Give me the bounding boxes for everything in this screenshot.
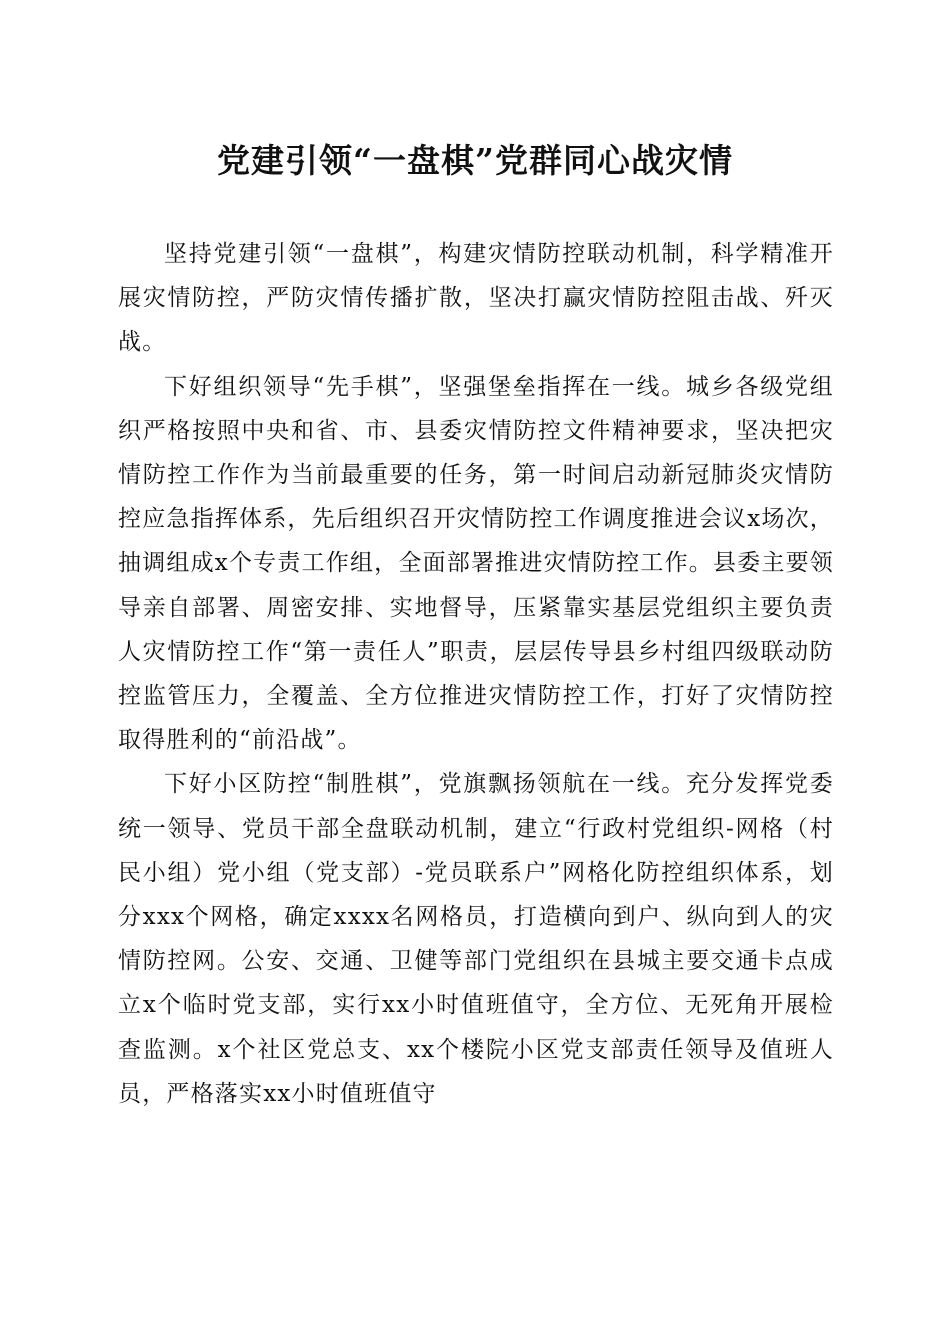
paragraph-intro: 坚持党建引领“一盘棋”，构建灾情防控联动机制，科学精准开展灾情防控，严防灾情传播扩散，坚决打赢灾情防控阻击战、歼灭战。 <box>118 241 834 356</box>
document-title: 党建引领“一盘棋”党群同心战灾情 <box>217 141 733 180</box>
document-body <box>118 232 834 1116</box>
paragraph-community-prevention: 下好小区防控“制胜棋”，党旗飘扬领航在一线。充分发挥党委统一领导、党员干部全盘联动机制，建立“行政村党组织-网格（村民小组）党小组（党支部）-党员联系户”网格化防控组织体系，划分xxx个网格，确定xxxx名网格员，打造横向到户、纵向到人的灾情防控网。公安、交通、卫健等部门党组织在县城主要交通卡点成立x个临时党支部，实行xx小时值班值守，全方位、无死角开展检查监测。x个社区党总支、xx个楼院小区党支部责任领导及值班人员，严格落实xx小时值班值守 <box>118 771 834 1107</box>
paragraph-organization-leadership: 下好组织领导“先手棋”，坚强堡垒指挥在一线。城乡各级党组织严格按照中央和省、市、县委灾情防控文件精神要求，坚决把灾情防控工作作为当前最重要的任务，第一时间启动新冠肺炎灾情防控应急指挥体系，先后组织召开灾情防控工作调度推进会议x场次，抽调组成x个专责工作组，全面部署推进灾情防控工作。县委主要领导亲自部署、周密安排、实地督导，压紧靠实基层党组织主要负责人灾情防控工作“第一责任人”职责，层层传导县乡村组四级联动防控监管压力，全覆盖、全方位推进灾情防控工作，打好了灾情防控取得胜利的“前沿战”。 <box>118 373 834 754</box>
